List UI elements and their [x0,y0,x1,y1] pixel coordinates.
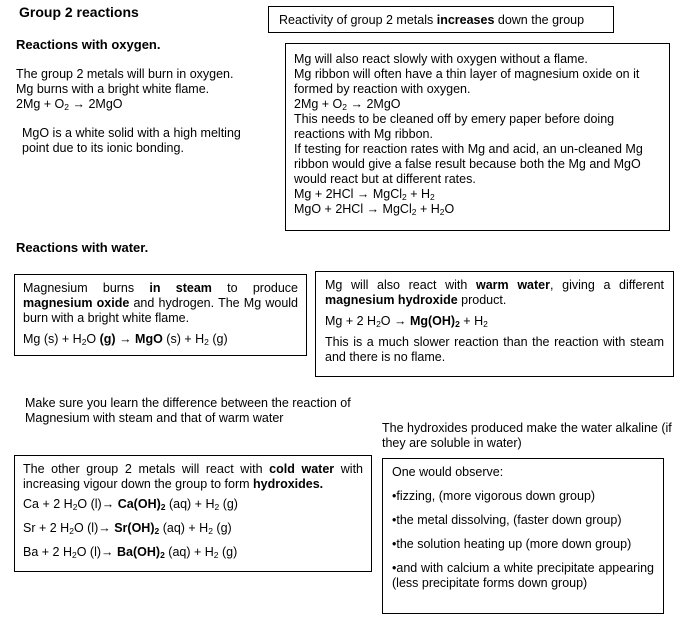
box-equation-hcl: Mg + 2HCl → MgCl$_2$ + $H_2$ [294,187,435,202]
observe-title: One would observe: [392,465,504,479]
box-line: If testing for reaction rates with Mg and acid, an un-cleaned Mg ribbon would give a false result because both the Mg and MgO would react but at different rates. [294,142,643,186]
warm-water-box [315,271,674,377]
observe-item: •and with calcium a white precipitate appearing (less precipitate forms down group) [392,561,654,590]
reactivity-box [268,6,614,33]
reactivity-bold: increases [436,13,495,27]
observe-box [382,458,664,614]
oxygen-intro-line: Mg burns with a bright white flame. [16,82,210,96]
warm-water-note: This is a much slower reaction than the reaction with steam and there is no flame. [325,335,664,364]
oxygen-intro-line: The group 2 metals will burn in oxygen. [16,67,234,81]
cold-water-box [14,455,372,572]
oxygen-intro [16,67,266,112]
mg-oxygen-box [285,43,670,231]
cold-water-equation: Ba + 2 $H_2O$ $(l)\to Ba(OH)_2$ $(aq) + H_2$ (g) [23,545,238,560]
cold-water-text: The other group 2 metals will react with cold water with increasing vigour down the group to form hydroxides. [23,462,363,491]
steam-equation: Mg $(s) + H_2O$ (g) → MgO $(s) + H_2$ (g) [23,332,228,347]
cold-water-equation: Ca + 2 $H_2O$ $(l)\to Ca(OH)_2$ $(aq) + H_2$ (g) [23,497,238,512]
alkaline-note: The hydroxides produced make the water alkaline (if they are soluble in water) [382,421,672,450]
observe-list [392,489,654,591]
warm-water-text: Mg will also react with warm water, giving a different magnesium hydroxide product. [325,278,665,307]
box-line: This needs to be cleaned off by emery paper before doing reactions with Mg ribbon. [294,112,615,141]
learn-note: Make sure you learn the difference between the reaction of Magnesium with steam and that of warm water [25,396,351,425]
page-title: Group 2 reactions [19,4,139,20]
box-equation-mgo-hcl: MgO + 2HCl → MgCl$_2$ + $H_2O$ [294,202,455,217]
cold-water-equation: Sr + 2 $H_2O$ $(l)\to Sr(OH)_2$ $(aq) + H_2$ (g) [23,521,232,536]
observe-item: •the solution heating up (more down group) [392,537,632,551]
cold-water-equations [23,497,363,560]
observe-item: •the metal dissolving, (faster down group) [392,513,622,527]
warm-water-equation: Mg + 2 $H_2O \to Mg(OH)_2 + H_2$ [325,314,488,329]
oxygen-heading: Reactions with oxygen. [16,37,161,52]
reactivity-text-end: down the group [494,13,585,27]
steam-box [14,274,307,356]
box-line: Mg will also react slowly with oxygen without a flame. [294,52,588,66]
box-line: Mg ribbon will often have a thin layer of magnesium oxide on it formed by reaction with oxygen. [294,67,640,96]
mgo-note: MgO is a white solid with a high melting point due to its ionic bonding. [22,126,241,155]
observe-item: •fizzing, (more vigorous down group) [392,489,596,503]
box-equation: $2Mg + O_2 \to 2MgO$ [294,97,401,112]
oxygen-equation: $2Mg + O_2 \to 2MgO$ [16,97,123,112]
steam-text: Magnesium burns in steam to produce magnesium oxide and hydrogen. The Mg would burn with a bright white flame. [23,281,298,325]
reactivity-text: Reactivity of group 2 metals [279,13,437,27]
water-heading: Reactions with water. [16,240,149,255]
